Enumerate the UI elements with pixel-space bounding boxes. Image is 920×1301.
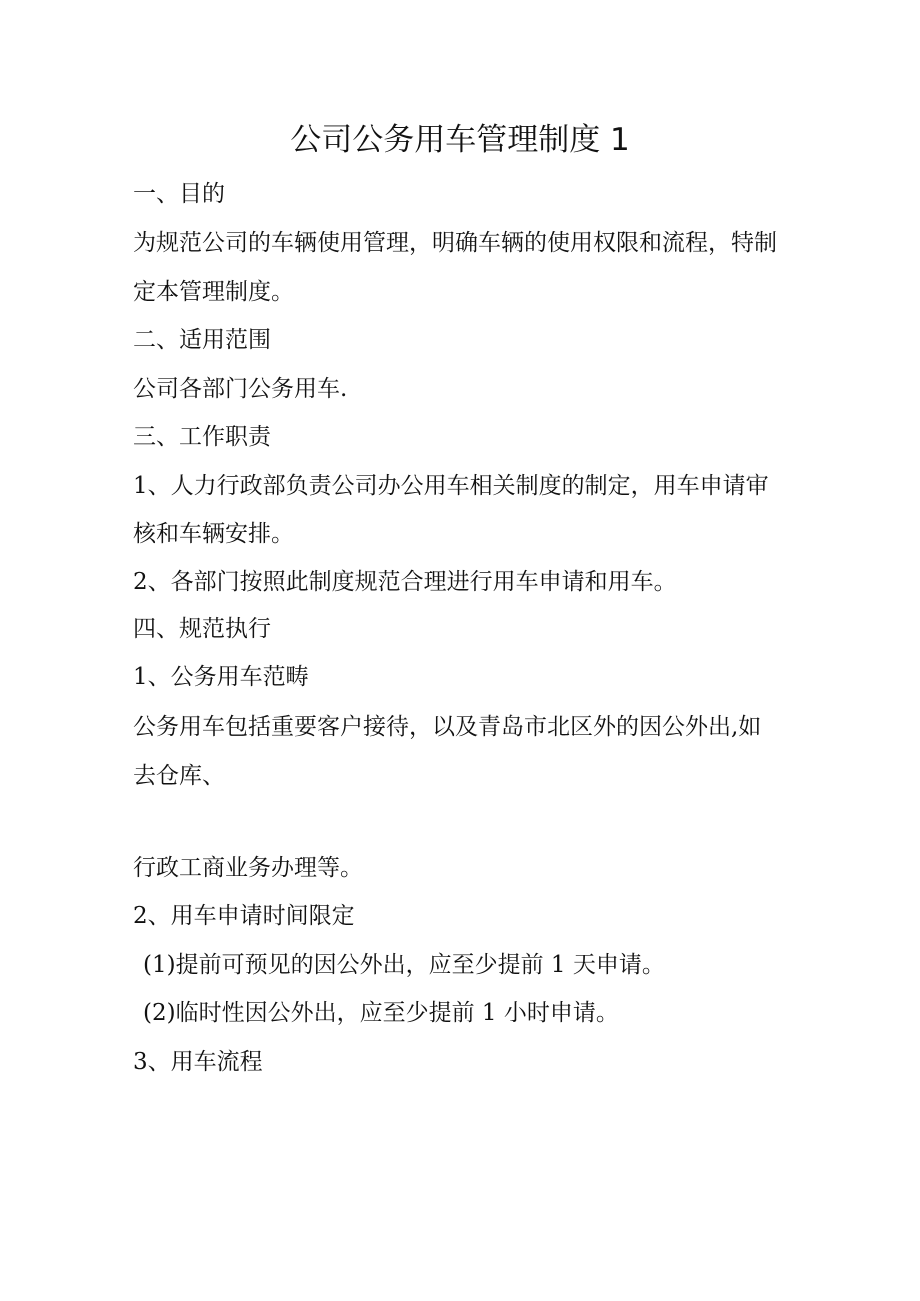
subsection-heading: 3、用车流程 (133, 1049, 263, 1075)
paragraph-line: 定本管理制度。 (133, 279, 294, 305)
paragraph-line: 1、人力行政部负责公司办公用车相关制度的制定，用车申请审 (133, 473, 769, 499)
paragraph-line: 公务用车包括重要客户接待，以及青岛市北区外的因公外出,如 (133, 714, 762, 740)
subsection-heading: 1、公务用车范畴 (133, 664, 309, 690)
paragraph-line: 行政工商业务办理等。 (133, 855, 363, 881)
subsection-heading: 2、用车申请时间限定 (133, 903, 355, 929)
list-item: (2)临时性因公外出，应至少提前 1 小时申请。 (143, 1000, 619, 1026)
paragraph-line: 公司各部门公务用车. (133, 376, 348, 402)
section-heading-execution: 四、规范执行 (133, 616, 271, 642)
list-item: (1)提前可预见的因公外出，应至少提前 1 天申请。 (143, 952, 665, 978)
section-heading-purpose: 一、目的 (133, 181, 225, 207)
section-heading-scope: 二、适用范围 (133, 327, 271, 353)
document-title: 公司公务用车管理制度 1 (290, 122, 630, 158)
section-heading-duties: 三、工作职责 (133, 424, 271, 450)
paragraph-line: 去仓库、 (133, 763, 225, 789)
paragraph-line: 2、各部门按照此制度规范合理进行用车申请和用车。 (133, 569, 677, 595)
paragraph-line: 核和车辆安排。 (133, 521, 294, 547)
paragraph-line: 为规范公司的车辆使用管理，明确车辆的使用权限和流程，特制 (133, 230, 777, 256)
